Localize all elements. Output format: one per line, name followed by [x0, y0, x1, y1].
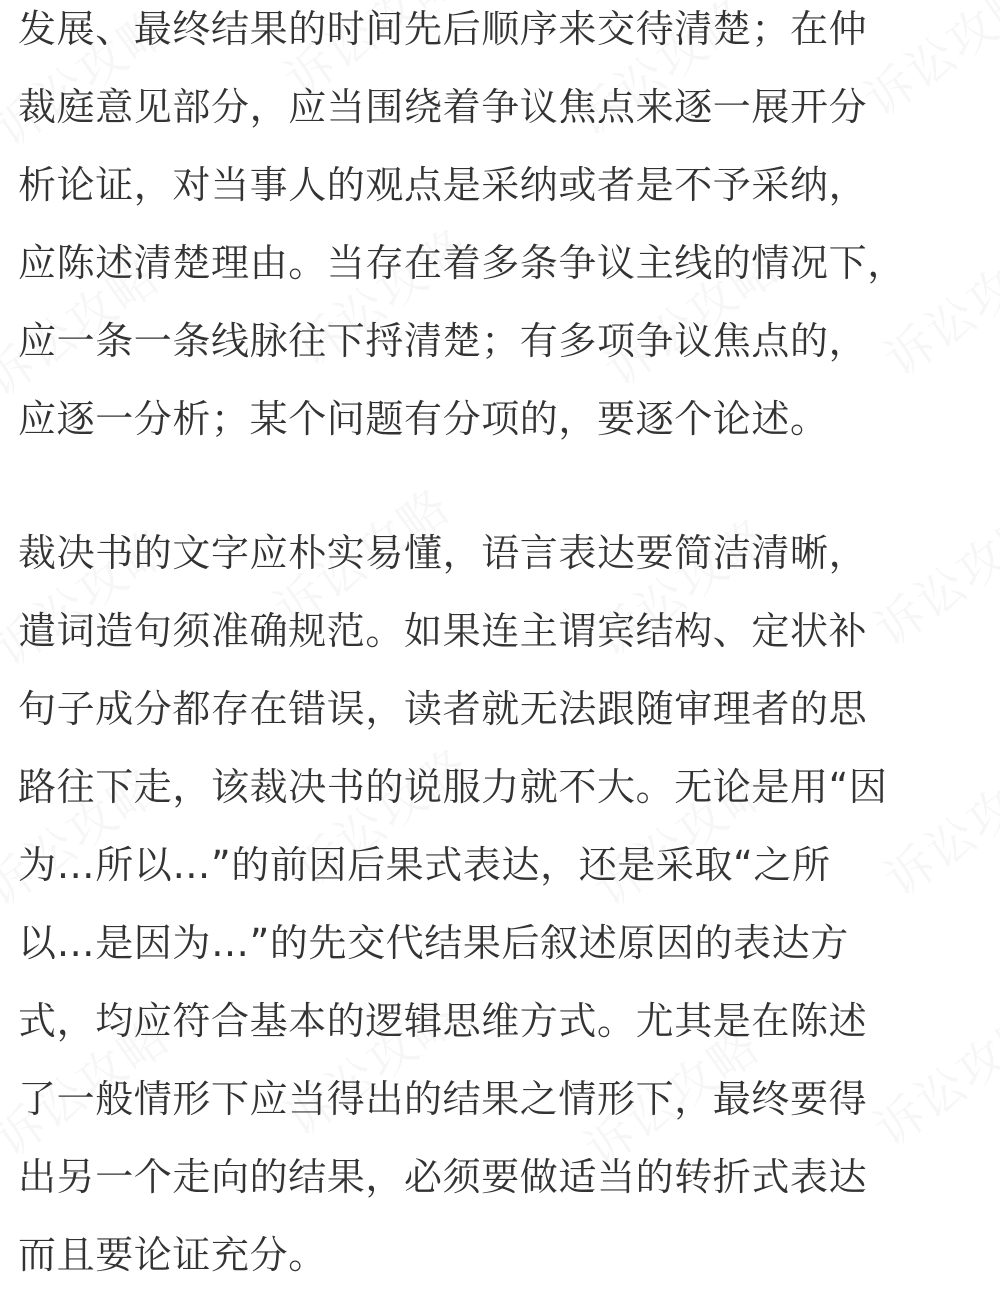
watermark [848, 0, 1000, 130]
text-line: 而且要论证充分。 [18, 1233, 327, 1277]
text-line: 应一条一条线脉往下捋清楚；有多项争议焦点的， [18, 319, 868, 363]
text-line: 路往下走，该裁决书的说服力就不大。无论是用“因 [18, 765, 888, 809]
text-line: 句子成分都存在错误，读者就无法跟随审理者的思 [18, 687, 868, 731]
text-line: 以…是因为…”的先交代结果后叙述原因的表达方 [18, 921, 849, 965]
text-line: 应逐一分析；某个问题有分项的，要逐个论述。 [18, 397, 829, 441]
text-line: 析论证，对当事人的观点是采纳或者是不予采纳， [18, 163, 868, 207]
watermark [858, 489, 1000, 660]
text-line: 裁决书的文字应朴实易懂，语言表达要简洁清晰， [18, 531, 868, 575]
watermark [858, 989, 1000, 1160]
text-line: 遣词造句须准确规范。如果连主谓宾结构、定状补 [18, 609, 868, 653]
text-line: 裁庭意见部分，应当围绕着争议焦点来逐一展开分 [18, 85, 868, 129]
text-line: 为…所以…”的前因后果式表达，还是采取“之所 [18, 843, 831, 887]
text-line: 式，均应符合基本的逻辑思维方式。尤其是在陈述 [18, 999, 868, 1043]
text-line: 了一般情形下应当得出的结果之情形下，最终要得 [18, 1077, 868, 1121]
text-line: 出另一个走向的结果，必须要做适当的转折式表达 [18, 1155, 868, 1199]
watermark [868, 739, 1000, 910]
text-line: 发展、最终结果的时间先后顺序来交待清楚；在仲 [18, 7, 868, 51]
text-line: 应陈述清楚理由。当存在着多条争议主线的情况下， [18, 241, 906, 285]
